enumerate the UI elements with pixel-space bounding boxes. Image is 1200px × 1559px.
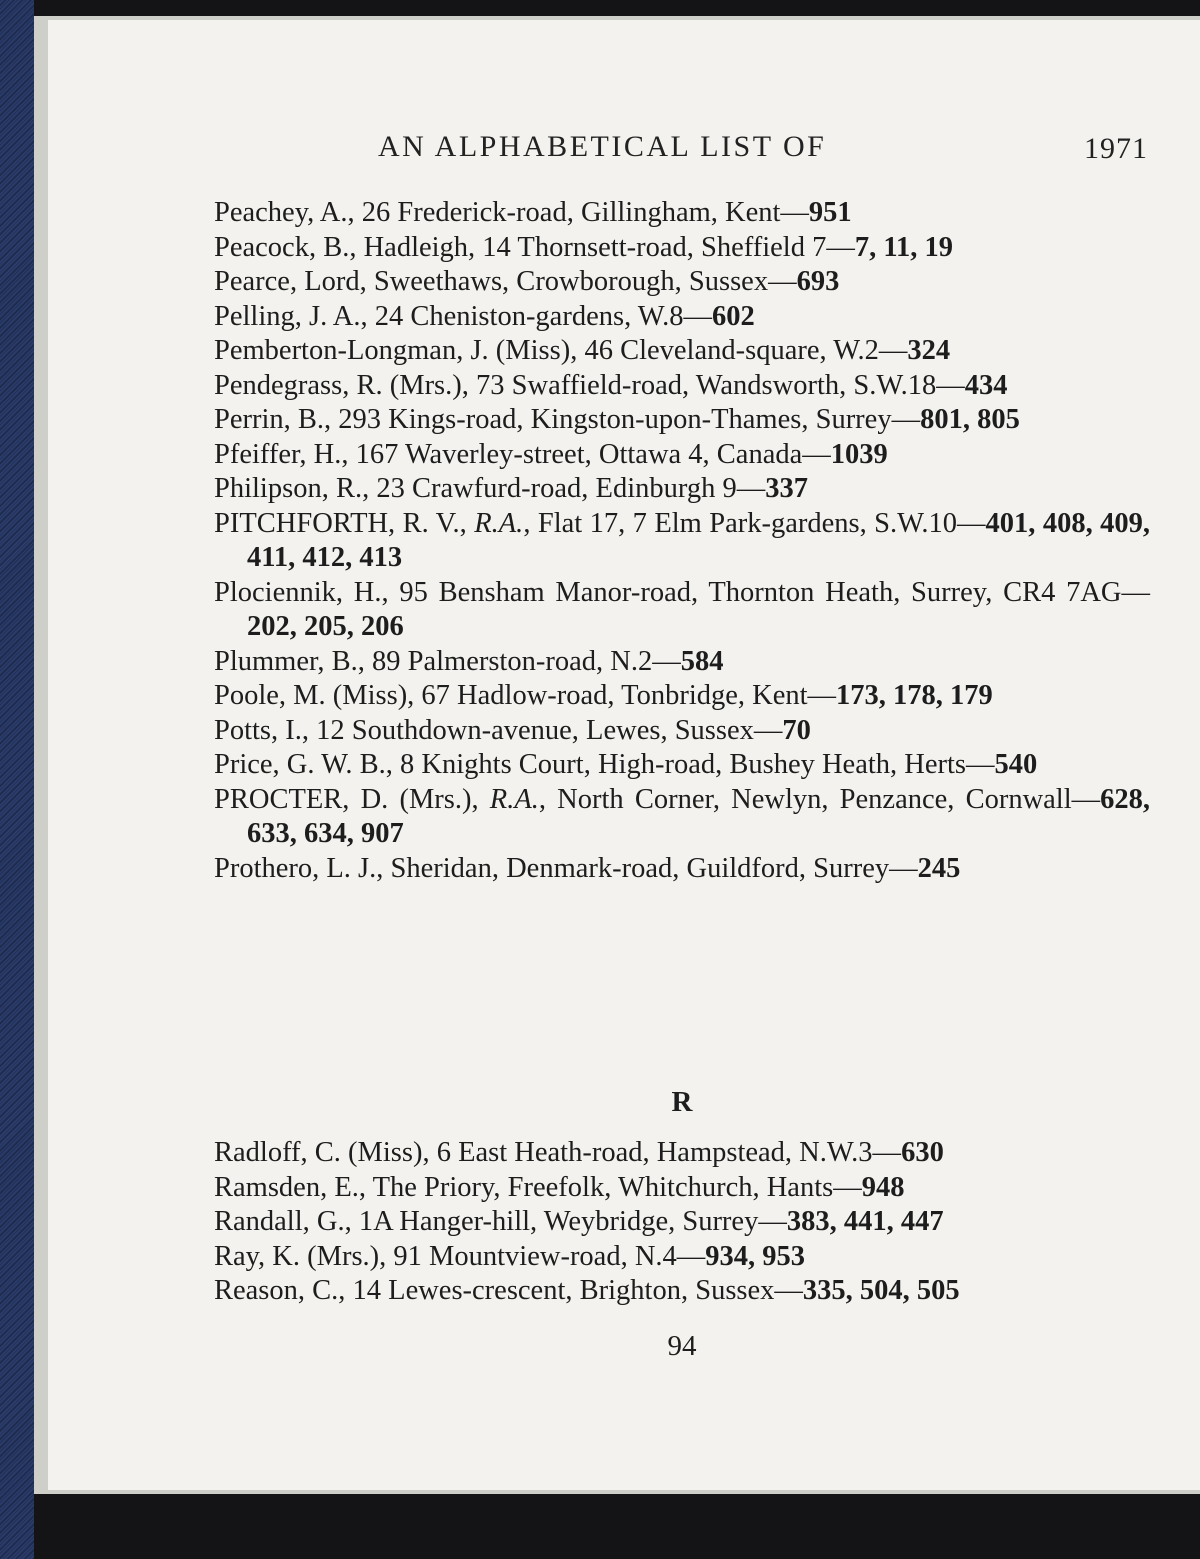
catalogue-numbers: 693 bbox=[796, 266, 840, 297]
catalogue-numbers: 324 bbox=[907, 335, 951, 366]
list-item bbox=[214, 300, 1150, 335]
header-title: AN ALPHABETICAL LIST OF bbox=[378, 130, 827, 163]
catalogue-numbers: 173, 178, 179 bbox=[836, 680, 993, 711]
book-binding bbox=[0, 0, 34, 1559]
list-item bbox=[214, 576, 1150, 645]
catalogue-numbers: 948 bbox=[861, 1171, 905, 1203]
catalogue-numbers: 434 bbox=[964, 369, 1008, 401]
entry-text: Peachey, A., 26 Frederick-road, Gillingham, Kent— bbox=[214, 197, 809, 228]
list-item bbox=[214, 1205, 1150, 1240]
entries-p-list bbox=[214, 196, 1150, 886]
catalogue-numbers: 383, 441, 447 bbox=[786, 1206, 944, 1237]
catalogue-numbers: 951 bbox=[808, 197, 852, 228]
entry-title: R.A. bbox=[489, 783, 539, 815]
entry-text: Reason, C., 14 Lewes-crescent, Brighton, Sussex— bbox=[214, 1275, 803, 1306]
catalogue-numbers: 602 bbox=[711, 300, 755, 332]
catalogue-numbers: 628, 633, 634, 907 bbox=[247, 783, 1151, 849]
catalogue-numbers: 202, 205, 206 bbox=[247, 611, 404, 642]
catalogue-numbers: 934, 953 bbox=[705, 1240, 806, 1272]
entry-text: PROCTER, D. (Mrs.), bbox=[214, 783, 490, 815]
list-item bbox=[214, 645, 1150, 680]
running-header bbox=[378, 130, 1148, 174]
catalogue-numbers: 335, 504, 505 bbox=[802, 1275, 960, 1306]
list-item bbox=[214, 403, 1150, 438]
catalogue-numbers: 337 bbox=[765, 473, 808, 504]
list-item bbox=[214, 714, 1150, 749]
entries-r-list bbox=[214, 1136, 1150, 1309]
catalogue-numbers: 540 bbox=[994, 749, 1038, 780]
entry-text: Pfeiffer, H., 167 Waverley-street, Ottawa 4, Canada— bbox=[214, 438, 831, 470]
catalogue-numbers: 1039 bbox=[830, 438, 888, 470]
list-item bbox=[214, 1136, 1150, 1171]
catalogue-numbers: 70 bbox=[782, 714, 811, 746]
catalogue-numbers: 801, 805 bbox=[920, 404, 1020, 435]
entry-text: Pendegrass, R. (Mrs.), 73 Swaffield-road, Wandsworth, S.W.18— bbox=[214, 369, 965, 401]
entry-text-continued: , Flat 17, 7 Elm Park-gardens, S.W.10— bbox=[523, 507, 986, 539]
entry-text: Potts, I., 12 Southdown-avenue, Lewes, Sussex— bbox=[214, 714, 783, 746]
list-item bbox=[214, 852, 1150, 887]
entry-text: Radloff, C. (Miss), 6 East Heath-road, Hampstead, N.W.3— bbox=[214, 1137, 902, 1168]
entry-text: Pemberton-Longman, J. (Miss), 46 Cleveland-square, W.2— bbox=[214, 335, 908, 366]
list-item bbox=[214, 507, 1150, 576]
list-item bbox=[214, 472, 1150, 507]
entry-text: Ramsden, E., The Priory, Freefolk, Whitchurch, Hants— bbox=[214, 1171, 862, 1203]
list-item bbox=[214, 334, 1150, 369]
header-year: 1971 bbox=[1084, 132, 1148, 165]
entry-text: Prothero, L. J., Sheridan, Denmark-road, Guildford, Surrey— bbox=[214, 852, 918, 884]
entry-text: Poole, M. (Miss), 67 Hadlow-road, Tonbridge, Kent— bbox=[214, 680, 837, 711]
entry-text-continued: , North Corner, Newlyn, Penzance, Cornwall— bbox=[538, 783, 1101, 815]
list-item bbox=[214, 1274, 1150, 1309]
list-item bbox=[214, 265, 1150, 300]
list-item bbox=[214, 748, 1150, 783]
list-item bbox=[214, 783, 1150, 852]
catalogue-numbers: 630 bbox=[901, 1137, 944, 1168]
section-letter: R bbox=[671, 1086, 693, 1118]
entry-text: Perrin, B., 293 Kings-road, Kingston-upon-Thames, Surrey— bbox=[214, 404, 921, 435]
entry-text: Randall, G., 1A Hanger-hill, Weybridge, Surrey— bbox=[214, 1206, 787, 1237]
catalogue-numbers: 245 bbox=[917, 852, 961, 884]
entry-text: PITCHFORTH, R. V., bbox=[214, 507, 475, 539]
catalogue-numbers: 584 bbox=[680, 645, 724, 677]
list-item bbox=[214, 231, 1150, 266]
list-item bbox=[214, 1240, 1150, 1275]
list-item bbox=[214, 369, 1150, 404]
list-item bbox=[214, 438, 1150, 473]
entry-text: Plociennik, H., 95 Bensham Manor-road, Thornton Heath, Surrey, CR4 7AG— bbox=[214, 576, 1150, 608]
page-number: 94 bbox=[667, 1330, 697, 1362]
list-item bbox=[214, 196, 1150, 231]
entry-text: Pearce, Lord, Sweethaws, Crowborough, Sussex— bbox=[214, 266, 797, 297]
entry-text: Philipson, R., 23 Crawfurd-road, Edinburgh 9— bbox=[214, 473, 766, 504]
list-item bbox=[214, 679, 1150, 714]
entry-text: Pelling, J. A., 24 Cheniston-gardens, W.8— bbox=[214, 300, 712, 332]
entry-text: Plummer, B., 89 Palmerston-road, N.2— bbox=[214, 645, 681, 677]
entry-text: Price, G. W. B., 8 Knights Court, High-road, Bushey Heath, Herts— bbox=[214, 749, 995, 780]
entry-text: Ray, K. (Mrs.), 91 Mountview-road, N.4— bbox=[214, 1240, 706, 1272]
entry-title: R.A. bbox=[474, 507, 524, 539]
catalogue-numbers: 7, 11, 19 bbox=[854, 231, 954, 263]
list-item bbox=[214, 1171, 1150, 1206]
entry-text: Peacock, B., Hadleigh, 14 Thornsett-road, Sheffield 7— bbox=[214, 231, 855, 263]
catalogue-numbers: 401, 408, 409, 411, 412, 413 bbox=[247, 507, 1151, 573]
